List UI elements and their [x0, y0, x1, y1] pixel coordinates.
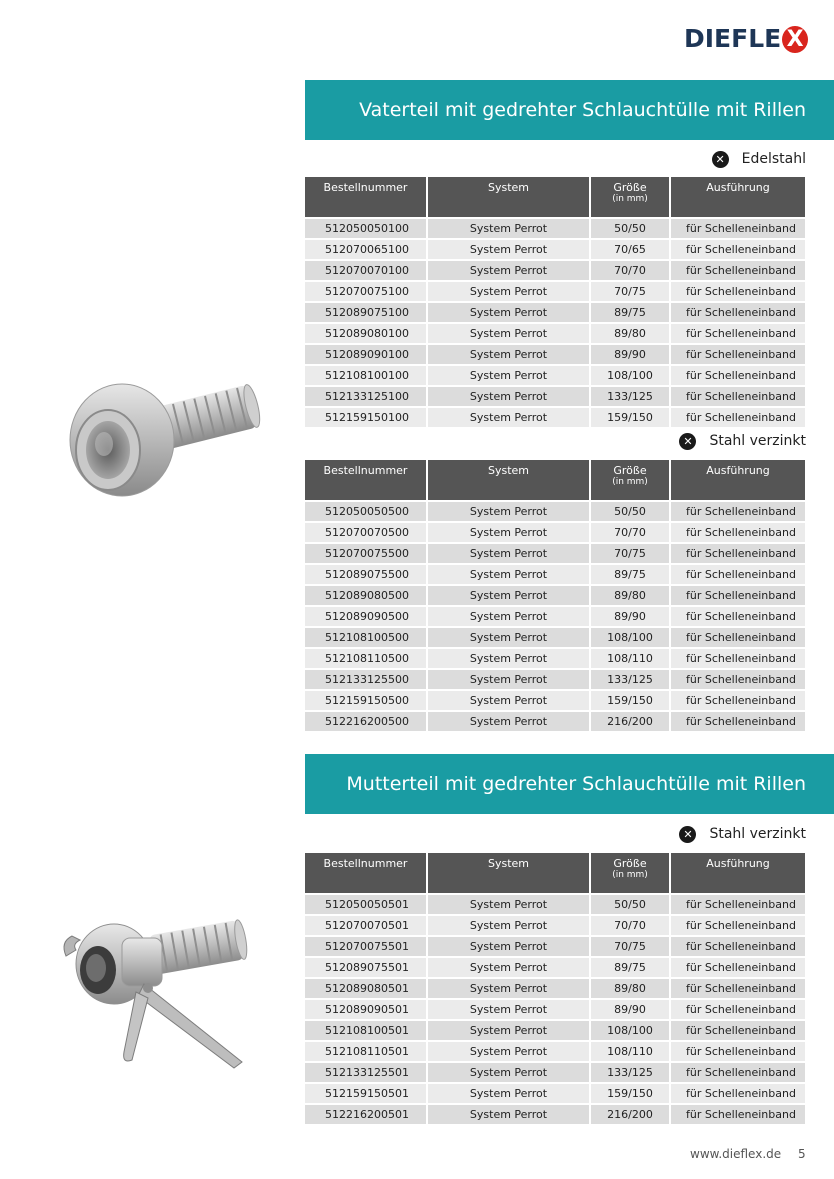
- header-groesse-label: Größe: [613, 464, 647, 477]
- cell-groesse: 133/125: [591, 387, 671, 408]
- cell-bestellnummer: 512159150100: [305, 408, 428, 429]
- cell-groesse: 108/110: [591, 649, 671, 670]
- cell-system: System Perrot: [428, 628, 591, 649]
- cell-groesse: 70/70: [591, 261, 671, 282]
- cell-ausfuehrung: für Schelleneinband: [671, 387, 805, 408]
- cell-groesse: 216/200: [591, 712, 671, 733]
- cell-system: System Perrot: [428, 387, 591, 408]
- table-row: [305, 366, 805, 387]
- cell-groesse: 89/75: [591, 303, 671, 324]
- cell-groesse: 133/125: [591, 670, 671, 691]
- cell-system: System Perrot: [428, 958, 591, 979]
- cell-system: System Perrot: [428, 502, 591, 523]
- section1-title-banner: [305, 80, 834, 140]
- header-groesse: [591, 177, 671, 219]
- cell-ausfuehrung: für Schelleneinband: [671, 1042, 805, 1063]
- cell-ausfuehrung: für Schelleneinband: [671, 937, 805, 958]
- cell-bestellnummer: 512070075501: [305, 937, 428, 958]
- material-label-edelstahl: [712, 148, 806, 170]
- cell-system: System Perrot: [428, 649, 591, 670]
- cell-system: System Perrot: [428, 303, 591, 324]
- cell-ausfuehrung: für Schelleneinband: [671, 691, 805, 712]
- cell-ausfuehrung: für Schelleneinband: [671, 408, 805, 429]
- header-ausfuehrung: Ausführung: [671, 177, 805, 219]
- cell-bestellnummer: 512159150500: [305, 691, 428, 712]
- table-row: [305, 586, 805, 607]
- spec-table: [305, 460, 805, 733]
- spec-table: [305, 177, 805, 429]
- header-ausfuehrung: Ausführung: [671, 853, 805, 895]
- cell-bestellnummer: 512089080500: [305, 586, 428, 607]
- cell-ausfuehrung: für Schelleneinband: [671, 607, 805, 628]
- table-row: [305, 387, 805, 408]
- cell-groesse: 108/100: [591, 366, 671, 387]
- header-bestellnummer: Bestellnummer: [305, 853, 428, 895]
- header-groesse: [591, 853, 671, 895]
- material-text: Stahl verzinkt: [709, 433, 806, 449]
- cell-ausfuehrung: für Schelleneinband: [671, 895, 805, 916]
- cell-bestellnummer: 512089080501: [305, 979, 428, 1000]
- cell-ausfuehrung: für Schelleneinband: [671, 261, 805, 282]
- cell-ausfuehrung: für Schelleneinband: [671, 345, 805, 366]
- cell-system: System Perrot: [428, 240, 591, 261]
- cell-groesse: 89/80: [591, 324, 671, 345]
- cell-bestellnummer: 512133125500: [305, 670, 428, 691]
- table-row: [305, 345, 805, 366]
- mutterteil-product-photo: [52, 912, 257, 1077]
- header-system: System: [428, 177, 591, 219]
- table-row: [305, 1021, 805, 1042]
- cell-ausfuehrung: für Schelleneinband: [671, 1084, 805, 1105]
- cell-ausfuehrung: für Schelleneinband: [671, 1000, 805, 1021]
- table-row: [305, 219, 805, 240]
- cell-ausfuehrung: für Schelleneinband: [671, 324, 805, 345]
- cell-bestellnummer: 512089075501: [305, 958, 428, 979]
- cell-ausfuehrung: für Schelleneinband: [671, 240, 805, 261]
- table-row: [305, 712, 805, 733]
- cell-system: System Perrot: [428, 324, 591, 345]
- cell-system: System Perrot: [428, 1084, 591, 1105]
- cell-bestellnummer: 512070070501: [305, 916, 428, 937]
- header-bestellnummer: Bestellnummer: [305, 460, 428, 502]
- cell-bestellnummer: 512050050501: [305, 895, 428, 916]
- cell-groesse: 50/50: [591, 502, 671, 523]
- cell-bestellnummer: 512108100501: [305, 1021, 428, 1042]
- cell-system: System Perrot: [428, 282, 591, 303]
- cell-system: System Perrot: [428, 523, 591, 544]
- cell-bestellnummer: 512133125100: [305, 387, 428, 408]
- table-row: [305, 937, 805, 958]
- dieflex-logo: [684, 24, 808, 54]
- table-row: [305, 670, 805, 691]
- cell-groesse: 70/70: [591, 916, 671, 937]
- table-row: [305, 691, 805, 712]
- table-row: [305, 523, 805, 544]
- cell-groesse: 50/50: [591, 895, 671, 916]
- cell-ausfuehrung: für Schelleneinband: [671, 586, 805, 607]
- cell-ausfuehrung: für Schelleneinband: [671, 1105, 805, 1126]
- cell-system: System Perrot: [428, 607, 591, 628]
- cell-ausfuehrung: für Schelleneinband: [671, 649, 805, 670]
- cell-system: System Perrot: [428, 586, 591, 607]
- table-row: [305, 895, 805, 916]
- cell-system: System Perrot: [428, 408, 591, 429]
- table-row: [305, 1042, 805, 1063]
- cell-system: System Perrot: [428, 261, 591, 282]
- table-row: [305, 282, 805, 303]
- cell-ausfuehrung: für Schelleneinband: [671, 282, 805, 303]
- cell-ausfuehrung: für Schelleneinband: [671, 565, 805, 586]
- cell-groesse: 108/100: [591, 628, 671, 649]
- material-text: Stahl verzinkt: [709, 826, 806, 842]
- cell-groesse: 159/150: [591, 408, 671, 429]
- cell-groesse: 70/70: [591, 523, 671, 544]
- cell-system: System Perrot: [428, 916, 591, 937]
- cell-bestellnummer: 512089075100: [305, 303, 428, 324]
- table-row: [305, 408, 805, 429]
- x-circle-icon: ✕: [679, 826, 696, 843]
- cell-groesse: 50/50: [591, 219, 671, 240]
- header-groesse-unit: (in mm): [612, 194, 648, 204]
- cell-bestellnummer: 512070065100: [305, 240, 428, 261]
- cell-groesse: 216/200: [591, 1105, 671, 1126]
- cell-system: System Perrot: [428, 979, 591, 1000]
- cell-bestellnummer: 512216200501: [305, 1105, 428, 1126]
- cell-groesse: 89/90: [591, 607, 671, 628]
- section1-title: Vaterteil mit gedrehter Schlauchtülle mit Rillen: [359, 99, 806, 121]
- cell-groesse: 133/125: [591, 1063, 671, 1084]
- header-system: System: [428, 460, 591, 502]
- logo-text: DIEFLE: [684, 24, 782, 53]
- cell-bestellnummer: 512089090500: [305, 607, 428, 628]
- table-row: [305, 916, 805, 937]
- table-row: [305, 240, 805, 261]
- cell-groesse: 89/75: [591, 565, 671, 586]
- cell-system: System Perrot: [428, 937, 591, 958]
- table-row: [305, 1105, 805, 1126]
- cell-system: System Perrot: [428, 366, 591, 387]
- section2-title-banner: [305, 754, 834, 814]
- cell-bestellnummer: 512050050100: [305, 219, 428, 240]
- table-row: [305, 1000, 805, 1021]
- header-groesse: [591, 460, 671, 502]
- header-ausfuehrung: Ausführung: [671, 460, 805, 502]
- cell-ausfuehrung: für Schelleneinband: [671, 523, 805, 544]
- cell-bestellnummer: 512108100500: [305, 628, 428, 649]
- cell-ausfuehrung: für Schelleneinband: [671, 670, 805, 691]
- logo-x-mark: X: [782, 26, 808, 53]
- cell-ausfuehrung: für Schelleneinband: [671, 1021, 805, 1042]
- cell-system: System Perrot: [428, 1105, 591, 1126]
- cell-system: System Perrot: [428, 1042, 591, 1063]
- cell-ausfuehrung: für Schelleneinband: [671, 366, 805, 387]
- cell-groesse: 89/80: [591, 586, 671, 607]
- header-groesse-unit: (in mm): [612, 870, 648, 880]
- cell-system: System Perrot: [428, 1063, 591, 1084]
- cell-system: System Perrot: [428, 670, 591, 691]
- cell-ausfuehrung: für Schelleneinband: [671, 1063, 805, 1084]
- cell-system: System Perrot: [428, 712, 591, 733]
- header-bestellnummer: Bestellnummer: [305, 177, 428, 219]
- cell-groesse: 70/75: [591, 282, 671, 303]
- table-row: [305, 303, 805, 324]
- table-row: [305, 607, 805, 628]
- cell-groesse: 89/80: [591, 979, 671, 1000]
- table-row: [305, 1084, 805, 1105]
- cell-system: System Perrot: [428, 1000, 591, 1021]
- cell-ausfuehrung: für Schelleneinband: [671, 544, 805, 565]
- table-row: [305, 324, 805, 345]
- cell-groesse: 89/75: [591, 958, 671, 979]
- table-row: [305, 1063, 805, 1084]
- table-row: [305, 261, 805, 282]
- cell-groesse: 89/90: [591, 345, 671, 366]
- table-row: [305, 502, 805, 523]
- cell-ausfuehrung: für Schelleneinband: [671, 916, 805, 937]
- cell-groesse: 159/150: [591, 691, 671, 712]
- cell-bestellnummer: 512089090501: [305, 1000, 428, 1021]
- table-row: [305, 628, 805, 649]
- cell-bestellnummer: 512070070100: [305, 261, 428, 282]
- material-label-stahl-verzinkt: [679, 823, 806, 845]
- table-row: [305, 979, 805, 1000]
- cell-ausfuehrung: für Schelleneinband: [671, 502, 805, 523]
- table-row: [305, 565, 805, 586]
- cell-groesse: 70/75: [591, 937, 671, 958]
- cell-ausfuehrung: für Schelleneinband: [671, 958, 805, 979]
- cell-groesse: 89/90: [591, 1000, 671, 1021]
- cell-system: System Perrot: [428, 345, 591, 366]
- material-text: Edelstahl: [741, 151, 806, 167]
- cell-groesse: 159/150: [591, 1084, 671, 1105]
- cell-ausfuehrung: für Schelleneinband: [671, 303, 805, 324]
- cell-bestellnummer: 512108110500: [305, 649, 428, 670]
- cell-system: System Perrot: [428, 544, 591, 565]
- x-circle-icon: ✕: [679, 433, 696, 450]
- cell-groesse: 70/75: [591, 544, 671, 565]
- cell-system: System Perrot: [428, 219, 591, 240]
- cell-bestellnummer: 512050050500: [305, 502, 428, 523]
- cell-bestellnummer: 512070075100: [305, 282, 428, 303]
- cell-bestellnummer: 512133125501: [305, 1063, 428, 1084]
- cell-ausfuehrung: für Schelleneinband: [671, 979, 805, 1000]
- cell-ausfuehrung: für Schelleneinband: [671, 219, 805, 240]
- page-number: 5: [798, 1147, 806, 1161]
- x-circle-icon: ✕: [712, 151, 729, 168]
- material-label-stahl-verzinkt: [679, 430, 806, 452]
- cell-groesse: 108/110: [591, 1042, 671, 1063]
- cell-bestellnummer: 512070075500: [305, 544, 428, 565]
- cell-system: System Perrot: [428, 895, 591, 916]
- cell-bestellnummer: 512070070500: [305, 523, 428, 544]
- cell-bestellnummer: 512089075500: [305, 565, 428, 586]
- cell-bestellnummer: 512089080100: [305, 324, 428, 345]
- table-row: [305, 544, 805, 565]
- cell-ausfuehrung: für Schelleneinband: [671, 712, 805, 733]
- cell-bestellnummer: 512089090100: [305, 345, 428, 366]
- cell-bestellnummer: 512108100100: [305, 366, 428, 387]
- header-groesse-label: Größe: [613, 857, 647, 870]
- cell-bestellnummer: 512108110501: [305, 1042, 428, 1063]
- table-row: [305, 649, 805, 670]
- cell-groesse: 70/65: [591, 240, 671, 261]
- cell-ausfuehrung: für Schelleneinband: [671, 628, 805, 649]
- table-row: [305, 958, 805, 979]
- cell-system: System Perrot: [428, 1021, 591, 1042]
- cell-groesse: 108/100: [591, 1021, 671, 1042]
- section2-title: Mutterteil mit gedrehter Schlauchtülle mit Rillen: [346, 773, 806, 795]
- header-groesse-unit: (in mm): [612, 477, 648, 487]
- cell-system: System Perrot: [428, 565, 591, 586]
- header-groesse-label: Größe: [613, 181, 647, 194]
- spec-table: [305, 853, 805, 1126]
- vaterteil-product-photo: [60, 358, 270, 508]
- cell-system: System Perrot: [428, 691, 591, 712]
- header-system: System: [428, 853, 591, 895]
- footer-url: www.dieflex.de: [690, 1147, 782, 1161]
- cell-bestellnummer: 512216200500: [305, 712, 428, 733]
- cell-bestellnummer: 512159150501: [305, 1084, 428, 1105]
